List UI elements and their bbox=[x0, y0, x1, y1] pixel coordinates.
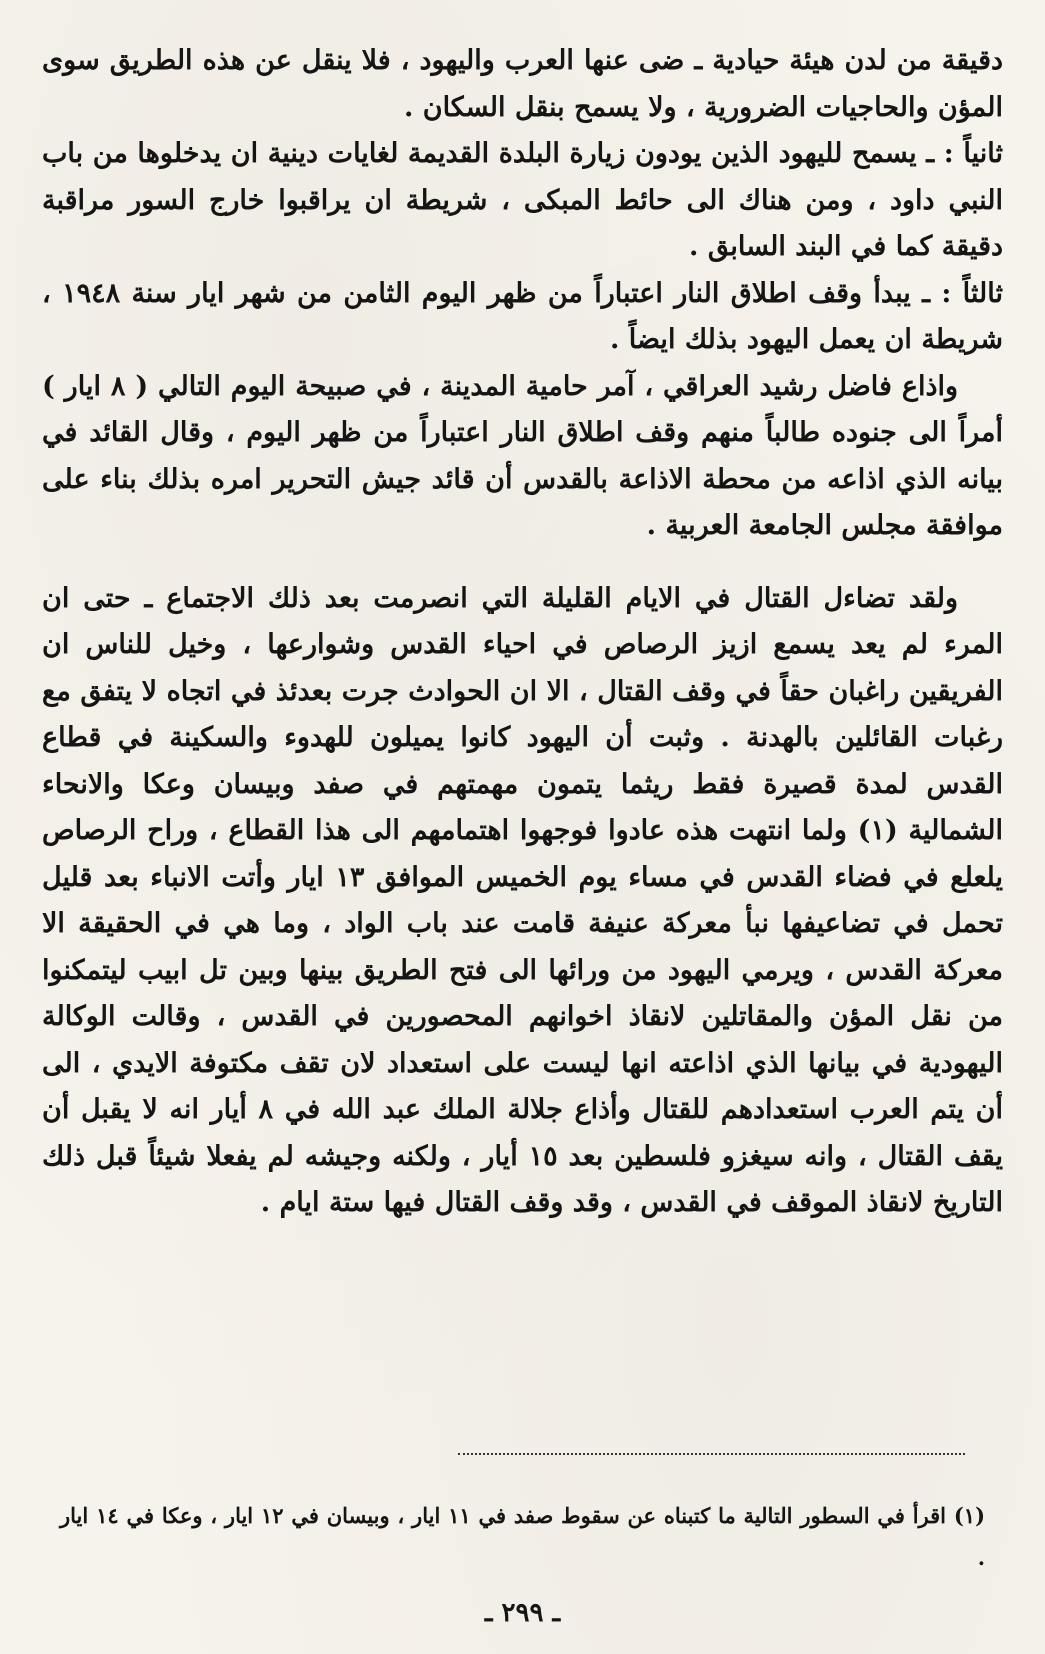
paragraph-2: ثانياً : ـ يسمح لليهود الذين يودون زيارة البلدة القديمة لغايات دينية ان يدخلوها من باب النبي داود ، ومن هناك الى حائط المبكى ، شريطة ان يراقبوا خارج السور مراقبة دقيقة كما في البند السابق . bbox=[42, 138, 1003, 262]
page-number: ـ ٢٩٩ ـ bbox=[484, 1598, 561, 1628]
paragraph-gap bbox=[42, 550, 1003, 576]
paragraph-1: دقيقة من لدن هيئة حيادية ـ ضى عنها العرب واليهود ، فلا ينقل عن هذه الطريق سوى المؤن والحاجيات الضرورية ، ولا يسمح بنقل السكان . bbox=[42, 45, 1003, 123]
footnote: (١) اقرأ في السطور التالية ما كتبناه عن سقوط صفد في ١١ ايار ، وبيسان في ١٢ ايار ، وعكا في ١٤ ايار . bbox=[60, 1503, 986, 1570]
paragraph-4: واذاع فاضل رشيد العراقي ، آمر حامية المدينة ، في صبيحة اليوم التالي ( ٨ ايار ) أمراً الى جنوده طالباً منهم وقف اطلاق النار اعتباراً من ظهر اليوم ، وقال القائد في بيانه الذي اذاعه من محطة الاذاعة بالقدس أن قائد جيش التحرير امره بذلك بناء على موافقة مجلس الجامعة العربية . bbox=[42, 370, 1003, 541]
main-text bbox=[42, 38, 1003, 1227]
paragraph-5: ولقد تضاءل القتال في الايام القليلة التي انصرمت بعد ذلك الاجتماع ـ حتى ان المرء لم يعد يسمع ازيز الرصاص في احياء القدس وشوارعها ، وخيل للناس ان الفريقين راغبان حقاً في وقف القتال ، الا ان الحوادث جرت بعدئذ في اتجاه لا يتفق مع رغبات القائلين بالهدنة . وثبت أن اليهود كانوا يميلون للهدوء والسكينة في قطاع القدس لمدة قصيرة فقط ريثما يتمون مهمتهم في صفد وبيسان وعكا والانحاء الشمالية (١) ولما انتهت هذه عادوا فوجهوا اهتمامهم الى هذا القطاع ، وراح الرصاص يلعلع في فضاء القدس في مساء يوم الخميس الموافق ١٣ ايار وأتت الانباء بعد قليل تحمل في تضاعيفها نبأ معركة عنيفة قامت عند باب الواد ، وما هي في الحقيقة الا معركة القدس ، ويرمي اليهود من ورائها الى فتح الطريق بينها وبين تل ابيب ليتمكنوا من نقل المؤن والمقاتلين لانقاذ اخوانهم المحصورين في القدس ، وقالت الوكالة اليهودية في بيانها الذي اذاعته انها ليست على استعداد لان تقف مكتوفة الايدي ، الى أن يتم العرب استعدادهم للقتال وأذاع جلالة الملك عبد الله في ٨ أيار انه لا يقبل أن يقف القتال ، وانه سيغزو فلسطين بعد ١٥ أيار ، ولكنه وجيشه لم يفعلا شيئاً قبل ذلك التاريخ لانقاذ الموقف في القدس ، وقد وقف القتال فيها ستة ايام . bbox=[42, 582, 1003, 1218]
paragraph-3: ثالثاً : ـ يبدأ وقف اطلاق النار اعتباراً من ظهر اليوم الثامن من شهر ايار سنة ١٩٤٨ ، شريطة ان يعمل اليهود بذلك ايضاً . bbox=[42, 277, 1003, 355]
footnote-separator bbox=[458, 1453, 965, 1455]
